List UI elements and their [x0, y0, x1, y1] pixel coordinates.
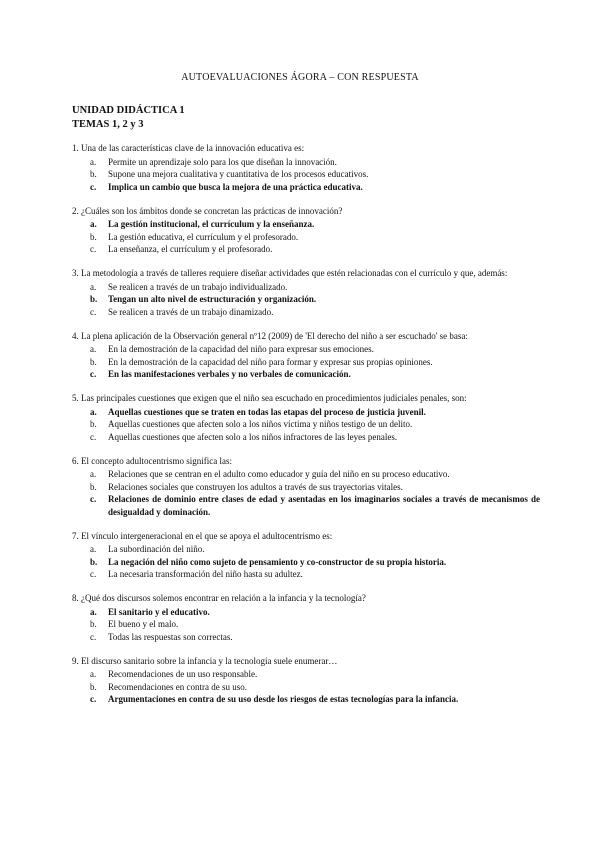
- option-letter: a.: [90, 156, 97, 167]
- answer-option: [72, 668, 540, 681]
- answer-option: [72, 306, 540, 319]
- option-letter: c.: [90, 694, 97, 704]
- option-letter: b.: [90, 231, 97, 242]
- option-text: Argumentaciones en contra de su uso desde los riesgos de estas tecnologías para la infancia.: [108, 694, 459, 704]
- correct-answer-option: [72, 693, 540, 706]
- option-text: La enseñanza, el currículum y el profesorado.: [108, 244, 273, 254]
- option-letter: b.: [90, 294, 98, 304]
- option-letter: c.: [90, 369, 97, 379]
- question-7: [72, 530, 540, 581]
- correct-answer-option: [72, 606, 540, 619]
- option-letter: b.: [90, 169, 97, 179]
- answer-option: [72, 156, 540, 169]
- option-letter: b.: [90, 556, 98, 567]
- answer-option: [72, 631, 540, 644]
- question-5: [72, 392, 540, 443]
- correct-answer-option: [72, 181, 540, 194]
- answer-options: [72, 218, 540, 256]
- answer-options: [72, 406, 540, 444]
- question-2: [72, 205, 540, 256]
- answer-option: [72, 343, 540, 356]
- document-title: AUTOEVALUACIONES ÁGORA – CON RESPUESTA: [181, 72, 419, 83]
- answer-options: [72, 281, 540, 319]
- answer-option: [72, 418, 540, 431]
- option-text: Recomendaciones en contra de su uso.: [108, 681, 247, 692]
- answer-options: [72, 543, 540, 581]
- option-text: Supone una mejora cualitativa y cuantitativa de los procesos educativos.: [108, 169, 369, 179]
- answer-option: [72, 543, 540, 556]
- answer-options: [72, 606, 540, 644]
- answer-option: [72, 568, 540, 581]
- option-text: Aquellas cuestiones que afecten solo a los niños víctima y niños testigo de un delito.: [108, 419, 413, 429]
- question-9: [72, 655, 540, 706]
- option-letter: a.: [90, 606, 97, 617]
- question-text: 6. El concepto adultocentrismo significa las:: [72, 455, 232, 466]
- option-text: En la demostración de la capacidad del niño para expresar sus emociones.: [108, 344, 374, 354]
- question-text: 9. El discurso sanitario sobre la infancia y la tecnología suele enumerar…: [72, 655, 338, 666]
- option-letter: c.: [90, 494, 97, 504]
- correct-answer-option: [72, 556, 540, 569]
- answer-option: [72, 243, 540, 256]
- answer-option: [72, 481, 540, 494]
- option-letter: a.: [90, 406, 97, 417]
- unit-title: UNIDAD DIDÁCTICA 1: [72, 105, 185, 116]
- correct-answer-option: [72, 493, 540, 518]
- option-text: La gestión educativa, el currículum y el profesorado.: [108, 231, 299, 242]
- answer-option: [72, 468, 540, 481]
- option-text: Todas las respuestas son correctas.: [108, 631, 233, 642]
- question-text: 2. ¿Cuáles son los ámbitos donde se concretan las prácticas de innovación?: [72, 205, 343, 216]
- option-text: Tengan un alto nivel de estructuración y organización.: [108, 294, 317, 304]
- answer-option: [72, 281, 540, 294]
- option-letter: c.: [90, 306, 97, 317]
- option-text: El sanitario y el educativo.: [108, 606, 210, 617]
- option-text: Implica un cambio que busca la mejora de una práctica educativa.: [108, 181, 363, 192]
- answer-option: [72, 618, 540, 631]
- question-4: [72, 330, 540, 381]
- question-text: 8. ¿Qué dos discursos solemos encontrar en relación a la infancia y la tecnología?: [72, 593, 366, 603]
- correct-answer-option: [72, 406, 540, 419]
- questions-list: [72, 142, 540, 717]
- answer-options: [72, 668, 540, 706]
- option-letter: c.: [90, 569, 97, 579]
- option-letter: c.: [90, 431, 97, 442]
- answer-option: [72, 168, 540, 181]
- question-1: [72, 142, 540, 193]
- answer-options: [72, 468, 540, 518]
- question-text: 1. Una de las características clave de la innovación educativa es:: [72, 143, 305, 153]
- option-letter: a.: [90, 469, 97, 479]
- answer-option: [72, 431, 540, 444]
- option-letter: a.: [90, 544, 97, 554]
- option-text: Relaciones sociales que construyen los adultos a través de sus trayectorias vitales.: [108, 481, 403, 492]
- option-text: Relaciones que se centran en el adulto como educador y guía del niño en su proceso educativo.: [108, 469, 450, 479]
- option-letter: b.: [90, 681, 97, 692]
- question-8: [72, 592, 540, 643]
- answer-option: [72, 231, 540, 244]
- answer-options: [72, 156, 540, 194]
- answer-option: [72, 356, 540, 369]
- option-letter: b.: [90, 356, 97, 367]
- unit-heading: [72, 104, 185, 132]
- option-text: Aquellas cuestiones que afecten solo a los niños infractores de las leyes penales.: [108, 431, 398, 442]
- option-letter: c.: [90, 631, 97, 642]
- option-text: La subordinación del niño.: [108, 544, 205, 554]
- option-letter: c.: [90, 244, 97, 254]
- option-text: La gestión institucional, el currículum y la enseñanza.: [108, 219, 315, 229]
- option-text: Se realicen a través de un trabajo dinamizado.: [108, 306, 274, 317]
- option-text: La necesaria transformación del niño hasta su adultez.: [108, 569, 303, 579]
- option-letter: c.: [90, 181, 97, 192]
- option-letter: a.: [90, 219, 97, 229]
- topics-title: TEMAS 1, 2 y 3: [72, 119, 144, 130]
- question-text: 3. La metodología a través de talleres requiere diseñar actividades que estén relacionadas con el currículo y que, además:: [72, 268, 508, 278]
- question-text: 7. El vínculo intergeneracional en el que se apoya el adultocentrismo es:: [72, 530, 333, 541]
- option-text: En la demostración de la capacidad del niño para formar y expresar sus propias opiniones.: [108, 356, 433, 367]
- option-text: El bueno y el malo.: [108, 619, 179, 629]
- option-letter: b.: [90, 481, 97, 492]
- option-text: Permite un aprendizaje solo para los que diseñan la innovación.: [108, 156, 337, 167]
- option-letter: b.: [90, 419, 97, 429]
- option-text: Aquellas cuestiones que se traten en todas las etapas del proceso de justicia juvenil.: [108, 406, 426, 417]
- question-text: 4. La plena aplicación de la Observación general nº12 (2009) de 'El derecho del niño a ser escuchado' se basa:: [72, 330, 468, 341]
- question-6: [72, 455, 540, 519]
- option-letter: a.: [90, 281, 97, 292]
- answer-options: [72, 343, 540, 381]
- option-text: En las manifestaciones verbales y no verbales de comunicación.: [108, 369, 351, 379]
- option-text: Se realicen a través de un trabajo individualizado.: [108, 281, 288, 292]
- correct-answer-option: [72, 293, 540, 306]
- option-text: La negación del niño como sujeto de pensamiento y co-constructor de su propia historia.: [108, 556, 447, 567]
- option-text: Recomendaciones de un uso responsable.: [108, 669, 258, 679]
- option-text: Relaciones de dominio entre clases de edad y asentadas en los imaginarios sociales a través de mecanismos de desigualdad y dominación.: [108, 494, 540, 517]
- option-letter: a.: [90, 669, 97, 679]
- option-letter: b.: [90, 619, 97, 629]
- correct-answer-option: [72, 218, 540, 231]
- question-3: [72, 267, 540, 318]
- option-letter: a.: [90, 344, 97, 354]
- question-text: 5. Las principales cuestiones que exigen que el niño sea escuchado en procedimientos judiciales penales, son:: [72, 393, 467, 403]
- answer-option: [72, 681, 540, 694]
- correct-answer-option: [72, 368, 540, 381]
